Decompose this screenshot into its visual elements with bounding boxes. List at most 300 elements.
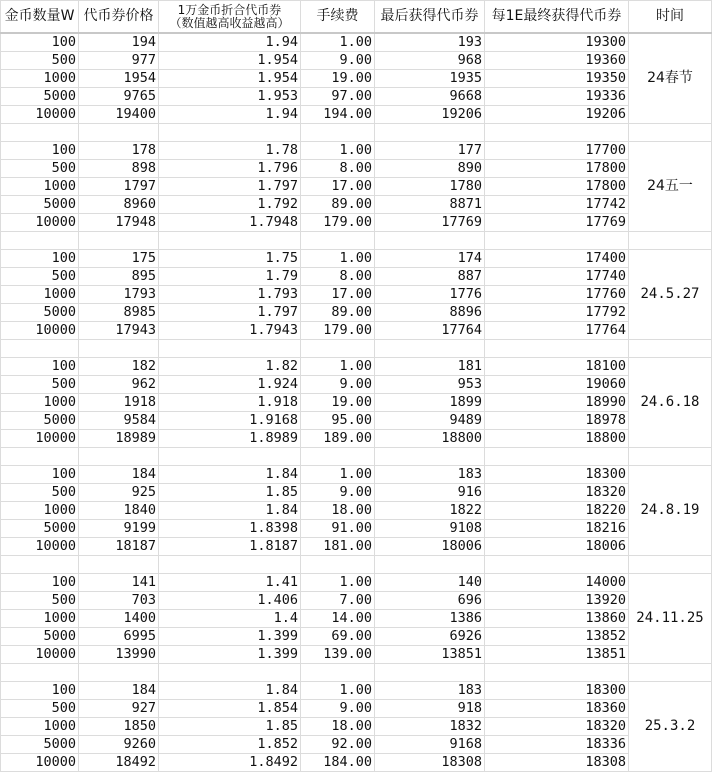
cell-coins[interactable]: 1000 xyxy=(1,718,79,736)
cell-per-1e[interactable]: 17800 xyxy=(485,178,629,196)
cell-time[interactable]: 24五一 xyxy=(629,142,712,232)
empty-cell[interactable] xyxy=(629,124,712,142)
empty-cell[interactable] xyxy=(629,340,712,358)
cell-coins[interactable]: 500 xyxy=(1,52,79,70)
cell-coins[interactable]: 10000 xyxy=(1,214,79,232)
empty-cell[interactable] xyxy=(1,556,79,574)
table-row xyxy=(1,718,712,736)
cell-ratio[interactable]: 1.8492 xyxy=(159,754,301,772)
cell-fee[interactable]: 89.00 xyxy=(301,196,375,214)
cell-ratio[interactable]: 1.84 xyxy=(159,682,301,700)
cell-price[interactable]: 927 xyxy=(79,700,159,718)
cell-per-1e[interactable]: 13860 xyxy=(485,610,629,628)
cell-coins[interactable]: 5000 xyxy=(1,628,79,646)
cell-final[interactable]: 1776 xyxy=(375,286,485,304)
cell-fee[interactable]: 17.00 xyxy=(301,178,375,196)
cell-per-1e[interactable]: 17700 xyxy=(485,142,629,160)
cell-per-1e[interactable]: 13920 xyxy=(485,592,629,610)
cell-fee[interactable]: 69.00 xyxy=(301,628,375,646)
cell-ratio[interactable]: 1.854 xyxy=(159,700,301,718)
cell-fee[interactable]: 194.00 xyxy=(301,106,375,124)
cell-price[interactable]: 182 xyxy=(79,358,159,376)
empty-cell[interactable] xyxy=(159,448,301,466)
table-row xyxy=(1,700,712,718)
cell-ratio[interactable]: 1.78 xyxy=(159,142,301,160)
cell-price[interactable]: 895 xyxy=(79,268,159,286)
cell-per-1e[interactable]: 18320 xyxy=(485,484,629,502)
empty-cell[interactable] xyxy=(375,556,485,574)
cell-fee[interactable]: 1.00 xyxy=(301,466,375,484)
cell-coins[interactable]: 10000 xyxy=(1,754,79,772)
cell-ratio[interactable]: 1.954 xyxy=(159,70,301,88)
empty-cell[interactable] xyxy=(1,448,79,466)
cell-coins[interactable]: 100 xyxy=(1,358,79,376)
empty-cell[interactable] xyxy=(629,448,712,466)
cell-price[interactable]: 19400 xyxy=(79,106,159,124)
cell-final[interactable]: 17769 xyxy=(375,214,485,232)
cell-ratio[interactable]: 1.84 xyxy=(159,502,301,520)
table-row xyxy=(1,196,712,214)
cell-coins[interactable]: 1000 xyxy=(1,70,79,88)
empty-cell[interactable] xyxy=(159,340,301,358)
cell-price[interactable]: 898 xyxy=(79,160,159,178)
cell-final[interactable]: 890 xyxy=(375,160,485,178)
cell-coins[interactable]: 100 xyxy=(1,466,79,484)
empty-cell[interactable] xyxy=(301,340,375,358)
table-row xyxy=(1,682,712,700)
cell-coins[interactable]: 100 xyxy=(1,250,79,268)
cell-fee[interactable]: 179.00 xyxy=(301,322,375,340)
cell-ratio[interactable]: 1.797 xyxy=(159,304,301,322)
spacer-row xyxy=(1,340,712,358)
cell-fee[interactable]: 1.00 xyxy=(301,682,375,700)
cell-per-1e[interactable]: 18800 xyxy=(485,430,629,448)
cell-price[interactable]: 1400 xyxy=(79,610,159,628)
table-row xyxy=(1,106,712,124)
empty-cell[interactable] xyxy=(159,664,301,682)
table-row xyxy=(1,736,712,754)
empty-cell[interactable] xyxy=(629,664,712,682)
cell-coins[interactable]: 10000 xyxy=(1,430,79,448)
header-ratio[interactable] xyxy=(159,1,301,34)
cell-ratio[interactable]: 1.9168 xyxy=(159,412,301,430)
cell-coins[interactable]: 10000 xyxy=(1,106,79,124)
cell-coins[interactable]: 1000 xyxy=(1,286,79,304)
cell-per-1e[interactable]: 18220 xyxy=(485,502,629,520)
cell-final[interactable]: 8871 xyxy=(375,196,485,214)
cell-final[interactable]: 140 xyxy=(375,574,485,592)
empty-cell[interactable] xyxy=(159,124,301,142)
cell-ratio[interactable]: 1.8398 xyxy=(159,520,301,538)
cell-final[interactable]: 968 xyxy=(375,52,485,70)
empty-cell[interactable] xyxy=(79,340,159,358)
cell-coins[interactable]: 500 xyxy=(1,592,79,610)
cell-coins[interactable]: 500 xyxy=(1,484,79,502)
cell-per-1e[interactable]: 18320 xyxy=(485,718,629,736)
cell-price[interactable]: 17943 xyxy=(79,322,159,340)
table-row xyxy=(1,592,712,610)
cell-per-1e[interactable]: 19350 xyxy=(485,70,629,88)
empty-cell[interactable] xyxy=(301,124,375,142)
cell-final[interactable]: 9108 xyxy=(375,520,485,538)
empty-cell[interactable] xyxy=(485,232,629,250)
header-ratio-line1: 1万金币折合代币券 xyxy=(177,2,282,17)
cell-price[interactable]: 9584 xyxy=(79,412,159,430)
cell-per-1e[interactable]: 17769 xyxy=(485,214,629,232)
empty-cell[interactable] xyxy=(79,124,159,142)
cell-ratio[interactable]: 1.75 xyxy=(159,250,301,268)
empty-cell[interactable] xyxy=(301,664,375,682)
empty-cell[interactable] xyxy=(159,556,301,574)
cell-final[interactable]: 696 xyxy=(375,592,485,610)
cell-ratio[interactable]: 1.797 xyxy=(159,178,301,196)
empty-cell[interactable] xyxy=(301,556,375,574)
cell-fee[interactable]: 14.00 xyxy=(301,610,375,628)
empty-cell[interactable] xyxy=(79,448,159,466)
cell-final[interactable]: 1935 xyxy=(375,70,485,88)
cell-final[interactable]: 953 xyxy=(375,376,485,394)
cell-coins[interactable]: 1000 xyxy=(1,394,79,412)
spacer-row xyxy=(1,232,712,250)
cell-price[interactable]: 8985 xyxy=(79,304,159,322)
empty-cell[interactable] xyxy=(79,232,159,250)
spacer-row xyxy=(1,448,712,466)
cell-ratio[interactable]: 1.953 xyxy=(159,88,301,106)
cell-ratio[interactable]: 1.852 xyxy=(159,736,301,754)
cell-final[interactable]: 1822 xyxy=(375,502,485,520)
cell-final[interactable]: 181 xyxy=(375,358,485,376)
cell-price[interactable]: 13990 xyxy=(79,646,159,664)
cell-price[interactable]: 8960 xyxy=(79,196,159,214)
empty-cell[interactable] xyxy=(485,556,629,574)
cell-final[interactable]: 6926 xyxy=(375,628,485,646)
cell-price[interactable]: 18187 xyxy=(79,538,159,556)
cell-fee[interactable]: 95.00 xyxy=(301,412,375,430)
empty-cell[interactable] xyxy=(375,664,485,682)
cell-fee[interactable]: 7.00 xyxy=(301,592,375,610)
cell-price[interactable]: 962 xyxy=(79,376,159,394)
cell-final[interactable]: 174 xyxy=(375,250,485,268)
cell-ratio[interactable]: 1.796 xyxy=(159,160,301,178)
empty-cell[interactable] xyxy=(629,556,712,574)
cell-ratio[interactable]: 1.85 xyxy=(159,718,301,736)
cell-ratio[interactable]: 1.924 xyxy=(159,376,301,394)
cell-ratio[interactable]: 1.918 xyxy=(159,394,301,412)
cell-per-1e[interactable]: 17742 xyxy=(485,196,629,214)
empty-cell[interactable] xyxy=(485,124,629,142)
cell-coins[interactable]: 500 xyxy=(1,268,79,286)
cell-coins[interactable]: 500 xyxy=(1,376,79,394)
cell-ratio[interactable]: 1.79 xyxy=(159,268,301,286)
empty-cell[interactable] xyxy=(485,340,629,358)
cell-price[interactable]: 9199 xyxy=(79,520,159,538)
cell-ratio[interactable]: 1.792 xyxy=(159,196,301,214)
cell-coins[interactable]: 5000 xyxy=(1,196,79,214)
cell-per-1e[interactable]: 17760 xyxy=(485,286,629,304)
table-row xyxy=(1,70,712,88)
table-row xyxy=(1,484,712,502)
empty-cell[interactable] xyxy=(1,340,79,358)
cell-per-1e[interactable]: 18308 xyxy=(485,754,629,772)
empty-cell[interactable] xyxy=(375,448,485,466)
table-row xyxy=(1,286,712,304)
table-row xyxy=(1,88,712,106)
cell-time[interactable]: 24.5.27 xyxy=(629,250,712,340)
cell-per-1e[interactable]: 18978 xyxy=(485,412,629,430)
cell-final[interactable]: 1832 xyxy=(375,718,485,736)
cell-per-1e[interactable]: 19206 xyxy=(485,106,629,124)
cell-time[interactable]: 24春节 xyxy=(629,33,712,124)
cell-ratio[interactable]: 1.94 xyxy=(159,33,301,52)
cell-per-1e[interactable]: 18216 xyxy=(485,520,629,538)
cell-coins[interactable]: 100 xyxy=(1,33,79,52)
cell-price[interactable]: 184 xyxy=(79,682,159,700)
cell-final[interactable]: 9668 xyxy=(375,88,485,106)
cell-per-1e[interactable]: 19300 xyxy=(485,33,629,52)
table-row xyxy=(1,466,712,484)
cell-fee[interactable]: 8.00 xyxy=(301,268,375,286)
cell-price[interactable]: 18492 xyxy=(79,754,159,772)
empty-cell[interactable] xyxy=(375,340,485,358)
cell-fee[interactable]: 139.00 xyxy=(301,646,375,664)
cell-coins[interactable]: 1000 xyxy=(1,610,79,628)
table-row xyxy=(1,52,712,70)
cell-price[interactable]: 194 xyxy=(79,33,159,52)
header-price[interactable]: 代币券价格 xyxy=(79,1,159,34)
cell-final[interactable]: 183 xyxy=(375,682,485,700)
empty-cell[interactable] xyxy=(79,664,159,682)
cell-price[interactable]: 1793 xyxy=(79,286,159,304)
cell-fee[interactable]: 19.00 xyxy=(301,394,375,412)
cell-ratio[interactable]: 1.399 xyxy=(159,646,301,664)
cell-fee[interactable]: 92.00 xyxy=(301,736,375,754)
cell-per-1e[interactable]: 19060 xyxy=(485,376,629,394)
cell-per-1e[interactable]: 14000 xyxy=(485,574,629,592)
cell-price[interactable]: 9260 xyxy=(79,736,159,754)
cell-per-1e[interactable]: 17400 xyxy=(485,250,629,268)
empty-cell[interactable] xyxy=(485,448,629,466)
cell-per-1e[interactable]: 13852 xyxy=(485,628,629,646)
cell-ratio[interactable]: 1.82 xyxy=(159,358,301,376)
cell-ratio[interactable]: 1.8989 xyxy=(159,430,301,448)
cell-final[interactable]: 18006 xyxy=(375,538,485,556)
cell-ratio[interactable]: 1.793 xyxy=(159,286,301,304)
empty-cell[interactable] xyxy=(375,124,485,142)
table-row xyxy=(1,268,712,286)
cell-fee[interactable]: 19.00 xyxy=(301,70,375,88)
cell-price[interactable]: 1840 xyxy=(79,502,159,520)
cell-time[interactable]: 24.8.19 xyxy=(629,466,712,556)
cell-ratio[interactable]: 1.954 xyxy=(159,52,301,70)
cell-per-1e[interactable]: 18100 xyxy=(485,358,629,376)
cell-final[interactable]: 18800 xyxy=(375,430,485,448)
cell-per-1e[interactable]: 17764 xyxy=(485,322,629,340)
cell-fee[interactable]: 181.00 xyxy=(301,538,375,556)
cell-price[interactable]: 1797 xyxy=(79,178,159,196)
cell-price[interactable]: 1954 xyxy=(79,70,159,88)
cell-final[interactable]: 19206 xyxy=(375,106,485,124)
cell-price[interactable]: 141 xyxy=(79,574,159,592)
table-row xyxy=(1,394,712,412)
empty-cell[interactable] xyxy=(375,232,485,250)
cell-coins[interactable]: 10000 xyxy=(1,646,79,664)
empty-cell[interactable] xyxy=(629,232,712,250)
cell-per-1e[interactable]: 18300 xyxy=(485,466,629,484)
cell-coins[interactable]: 100 xyxy=(1,682,79,700)
cell-final[interactable]: 17764 xyxy=(375,322,485,340)
header-per-1e[interactable]: 每1E最终获得代币券 xyxy=(485,1,629,34)
cell-per-1e[interactable]: 17792 xyxy=(485,304,629,322)
empty-cell[interactable] xyxy=(159,232,301,250)
cell-fee[interactable]: 9.00 xyxy=(301,484,375,502)
cell-coins[interactable]: 1000 xyxy=(1,502,79,520)
table-row xyxy=(1,214,712,232)
cell-coins[interactable]: 100 xyxy=(1,142,79,160)
cell-fee[interactable]: 1.00 xyxy=(301,250,375,268)
cell-price[interactable]: 17948 xyxy=(79,214,159,232)
cell-per-1e[interactable]: 18360 xyxy=(485,700,629,718)
cell-ratio[interactable]: 1.7943 xyxy=(159,322,301,340)
cell-per-1e[interactable]: 18300 xyxy=(485,682,629,700)
cell-coins[interactable]: 1000 xyxy=(1,178,79,196)
cell-price[interactable]: 6995 xyxy=(79,628,159,646)
cell-price[interactable]: 925 xyxy=(79,484,159,502)
cell-per-1e[interactable]: 19360 xyxy=(485,52,629,70)
cell-fee[interactable]: 89.00 xyxy=(301,304,375,322)
cell-final[interactable]: 9168 xyxy=(375,736,485,754)
cell-final[interactable]: 887 xyxy=(375,268,485,286)
cell-price[interactable]: 703 xyxy=(79,592,159,610)
cell-final[interactable]: 1899 xyxy=(375,394,485,412)
cell-final[interactable]: 918 xyxy=(375,700,485,718)
cell-ratio[interactable]: 1.41 xyxy=(159,574,301,592)
table-row xyxy=(1,430,712,448)
cell-per-1e[interactable]: 13851 xyxy=(485,646,629,664)
cell-fee[interactable]: 9.00 xyxy=(301,376,375,394)
table-row xyxy=(1,358,712,376)
header-fee[interactable]: 手续费 xyxy=(301,1,375,34)
cell-coins[interactable]: 500 xyxy=(1,700,79,718)
cell-final[interactable]: 9489 xyxy=(375,412,485,430)
cell-final[interactable]: 177 xyxy=(375,142,485,160)
table-row xyxy=(1,178,712,196)
header-coins[interactable]: 金币数量W xyxy=(1,1,79,34)
cell-coins[interactable]: 10000 xyxy=(1,322,79,340)
cell-price[interactable]: 184 xyxy=(79,466,159,484)
cell-per-1e[interactable]: 17800 xyxy=(485,160,629,178)
cell-final[interactable]: 8896 xyxy=(375,304,485,322)
cell-price[interactable]: 1918 xyxy=(79,394,159,412)
cell-coins[interactable]: 500 xyxy=(1,160,79,178)
cell-ratio[interactable]: 1.84 xyxy=(159,466,301,484)
cell-fee[interactable]: 9.00 xyxy=(301,700,375,718)
cell-price[interactable]: 18989 xyxy=(79,430,159,448)
empty-cell[interactable] xyxy=(301,232,375,250)
cell-fee[interactable]: 1.00 xyxy=(301,142,375,160)
cell-final[interactable]: 1780 xyxy=(375,178,485,196)
cell-ratio[interactable]: 1.7948 xyxy=(159,214,301,232)
cell-fee[interactable]: 91.00 xyxy=(301,520,375,538)
cell-time[interactable]: 24.11.25 xyxy=(629,574,712,664)
cell-price[interactable]: 977 xyxy=(79,52,159,70)
cell-ratio[interactable]: 1.406 xyxy=(159,592,301,610)
cell-ratio[interactable]: 1.94 xyxy=(159,106,301,124)
cell-fee[interactable]: 17.00 xyxy=(301,286,375,304)
table-row xyxy=(1,610,712,628)
cell-coins[interactable]: 100 xyxy=(1,574,79,592)
cell-final[interactable]: 193 xyxy=(375,33,485,52)
cell-time[interactable]: 25.3.2 xyxy=(629,682,712,772)
cell-fee[interactable]: 1.00 xyxy=(301,574,375,592)
cell-fee[interactable]: 8.00 xyxy=(301,160,375,178)
cell-coins[interactable]: 5000 xyxy=(1,412,79,430)
cell-final[interactable]: 916 xyxy=(375,484,485,502)
cell-final[interactable]: 18308 xyxy=(375,754,485,772)
cell-time[interactable]: 24.6.18 xyxy=(629,358,712,448)
cell-fee[interactable]: 184.00 xyxy=(301,754,375,772)
cell-final[interactable]: 183 xyxy=(375,466,485,484)
cell-per-1e[interactable]: 18990 xyxy=(485,394,629,412)
cell-fee[interactable]: 179.00 xyxy=(301,214,375,232)
cell-per-1e[interactable]: 18336 xyxy=(485,736,629,754)
cell-price[interactable]: 178 xyxy=(79,142,159,160)
cell-fee[interactable]: 18.00 xyxy=(301,502,375,520)
cell-coins[interactable]: 5000 xyxy=(1,520,79,538)
cell-ratio[interactable]: 1.85 xyxy=(159,484,301,502)
spacer-row xyxy=(1,124,712,142)
cell-price[interactable]: 1850 xyxy=(79,718,159,736)
table-row xyxy=(1,754,712,772)
cell-final[interactable]: 13851 xyxy=(375,646,485,664)
cell-fee[interactable]: 18.00 xyxy=(301,718,375,736)
cell-coins[interactable]: 5000 xyxy=(1,304,79,322)
empty-cell[interactable] xyxy=(1,232,79,250)
header-time[interactable]: 时间 xyxy=(629,1,712,34)
cell-ratio[interactable]: 1.8187 xyxy=(159,538,301,556)
table-row xyxy=(1,33,712,52)
cell-per-1e[interactable]: 19336 xyxy=(485,88,629,106)
cell-ratio[interactable]: 1.4 xyxy=(159,610,301,628)
spacer-row xyxy=(1,556,712,574)
cell-fee[interactable]: 1.00 xyxy=(301,358,375,376)
cell-coins[interactable]: 10000 xyxy=(1,538,79,556)
empty-cell[interactable] xyxy=(1,124,79,142)
empty-cell[interactable] xyxy=(301,448,375,466)
empty-cell[interactable] xyxy=(1,664,79,682)
cell-fee[interactable]: 189.00 xyxy=(301,430,375,448)
cell-per-1e[interactable]: 17740 xyxy=(485,268,629,286)
cell-price[interactable]: 9765 xyxy=(79,88,159,106)
cell-fee[interactable]: 1.00 xyxy=(301,33,375,52)
empty-cell[interactable] xyxy=(485,664,629,682)
cell-per-1e[interactable]: 18006 xyxy=(485,538,629,556)
table-body xyxy=(1,33,712,772)
cell-coins[interactable]: 5000 xyxy=(1,88,79,106)
table-row xyxy=(1,376,712,394)
cell-fee[interactable]: 9.00 xyxy=(301,52,375,70)
header-final[interactable]: 最后获得代币券 xyxy=(375,1,485,34)
table-row xyxy=(1,142,712,160)
cell-fee[interactable]: 97.00 xyxy=(301,88,375,106)
cell-price[interactable]: 175 xyxy=(79,250,159,268)
table-row xyxy=(1,646,712,664)
table-row xyxy=(1,502,712,520)
cell-coins[interactable]: 5000 xyxy=(1,736,79,754)
table-row xyxy=(1,160,712,178)
empty-cell[interactable] xyxy=(79,556,159,574)
cell-ratio[interactable]: 1.399 xyxy=(159,628,301,646)
cell-final[interactable]: 1386 xyxy=(375,610,485,628)
